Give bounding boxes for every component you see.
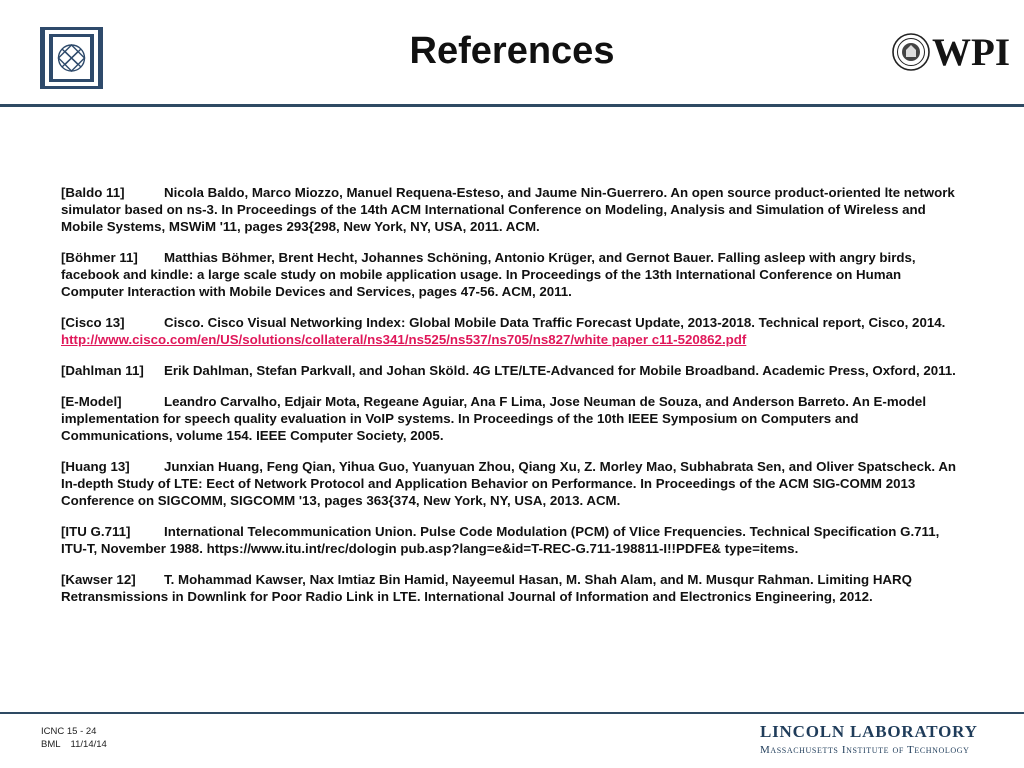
reference-text: Junxian Huang, Feng Qian, Yihua Guo, Yuanyuan Zhou, Qiang Xu, Z. Morley Mao, Subhabrata Sen, and Oliver Spatscheck. An In-depth Study of LTE: Eect of Network Protocol and Application Behavior on Performance. In Proceedings of the ACM SIG-COMM 2013 Conference on SIGCOMM, SIGCOMM '13, pages 363{374, New York, NY, USA, 2013. ACM.	[61, 459, 957, 508]
reference-text: Nicola Baldo, Marco Miozzo, Manuel Requena-Esteso, and Jaume Nin-Guerrero. An open source product-oriented lte network simulator based on ns-3. In Proceedings of the 14th ACM International Conference on Modeling, Analysis and Simulation of Wireless and Mobile Systems, MSWiM '11, pages 293{298, New York, NY, USA, 2011. ACM.	[61, 185, 955, 234]
header-divider	[0, 104, 1024, 107]
reference-tag: [ITU G.711]	[61, 524, 131, 539]
lincoln-lab-logo	[760, 722, 1000, 756]
wpi-logo	[892, 33, 1016, 73]
reference-text: Erik Dahlman, Stefan Parkvall, and Johan Sköld. 4G LTE/LTE-Advanced for Mobile Broadband. Academic Press, Oxford, 2011.	[164, 363, 956, 378]
lincoln-lab-name: LINCOLN LABORATORY	[760, 722, 978, 741]
author-initials: BML	[41, 739, 61, 750]
reference-item	[61, 393, 961, 444]
reference-item	[61, 571, 961, 605]
reference-text: International Telecommunication Union. Pulse Code Modulation (PCM) of VIice Frequencies. Technical Specification G.711, ITU-T, November 1988. https://www.itu.int/rec/dologin pub.asp?lang=e&id=T-REC-G.711-198811-I!!PDFE& type=items.	[61, 524, 940, 556]
references-list	[61, 184, 961, 619]
slide-number: ICNC 15 - 24	[41, 726, 97, 737]
cisco-report-link[interactable]: http://www.cisco.com/en/US/solutions/collateral/ns341/ns525/ns537/ns705/ns827/white paper c11-520862.pdf	[61, 332, 747, 347]
slide-header	[0, 0, 1024, 104]
mit-name: Massachusetts Institute of Technology	[760, 744, 970, 756]
page-title: References	[409, 30, 615, 72]
wpi-seal-icon	[892, 33, 930, 71]
reference-text: Cisco. Cisco Visual Networking Index: Global Mobile Data Traffic Forecast Update, 2013-2018. Technical report, Cisco, 2014.	[164, 315, 946, 330]
reference-text: Leandro Carvalho, Edjair Mota, Regeane Aguiar, Ana F Lima, Jose Neuman de Souza, and Anderson Barreto. An E-model implementation for speech quality evaluation in VoIP systems. In Proceedings of the 10th IEEE Symposium on Computers and Communications, volume 154. IEEE Computer Society, 2005.	[61, 394, 927, 443]
reference-item	[61, 184, 961, 235]
wpi-wordmark: WPI	[932, 31, 1010, 74]
reference-text: Matthias Böhmer, Brent Hecht, Johannes Schöning, Antonio Krüger, and Gernot Bauer. Falling asleep with angry birds, facebook and kindle: a large scale study on mobile application usage. In Proceedings of the 13th International Conference on Human Computer Interaction with Mobile Devices and Services, pages 47-56. ACM, 2011.	[61, 250, 916, 299]
reference-text: T. Mohammad Kawser, Nax Imtiaz Bin Hamid, Nayeemul Hasan, M. Shah Alam, and M. Musqur Rahman. Limiting HARQ Retransmissions in Downlink for Poor Radio Link in LTE. International Journal of Information and Electronics Engineering, 2012.	[61, 572, 912, 604]
slide-date: 11/14/14	[70, 739, 107, 750]
reference-item	[61, 314, 961, 348]
reference-tag: [Cisco 13]	[61, 315, 125, 330]
reference-item	[61, 249, 961, 300]
reference-tag: [Dahlman 11]	[61, 363, 144, 378]
reference-tag: [Kawser 12]	[61, 572, 136, 587]
footer-divider	[0, 712, 1024, 714]
footer-author-date	[41, 738, 107, 751]
reference-tag: [E-Model]	[61, 394, 122, 409]
slide-footer-info	[41, 725, 107, 751]
reference-tag: [Huang 13]	[61, 459, 130, 474]
reference-tag: [Baldo 11]	[61, 185, 125, 200]
reference-item	[61, 362, 961, 379]
reference-item	[61, 458, 961, 509]
reference-item	[61, 523, 961, 557]
reference-tag: [Böhmer 11]	[61, 250, 138, 265]
